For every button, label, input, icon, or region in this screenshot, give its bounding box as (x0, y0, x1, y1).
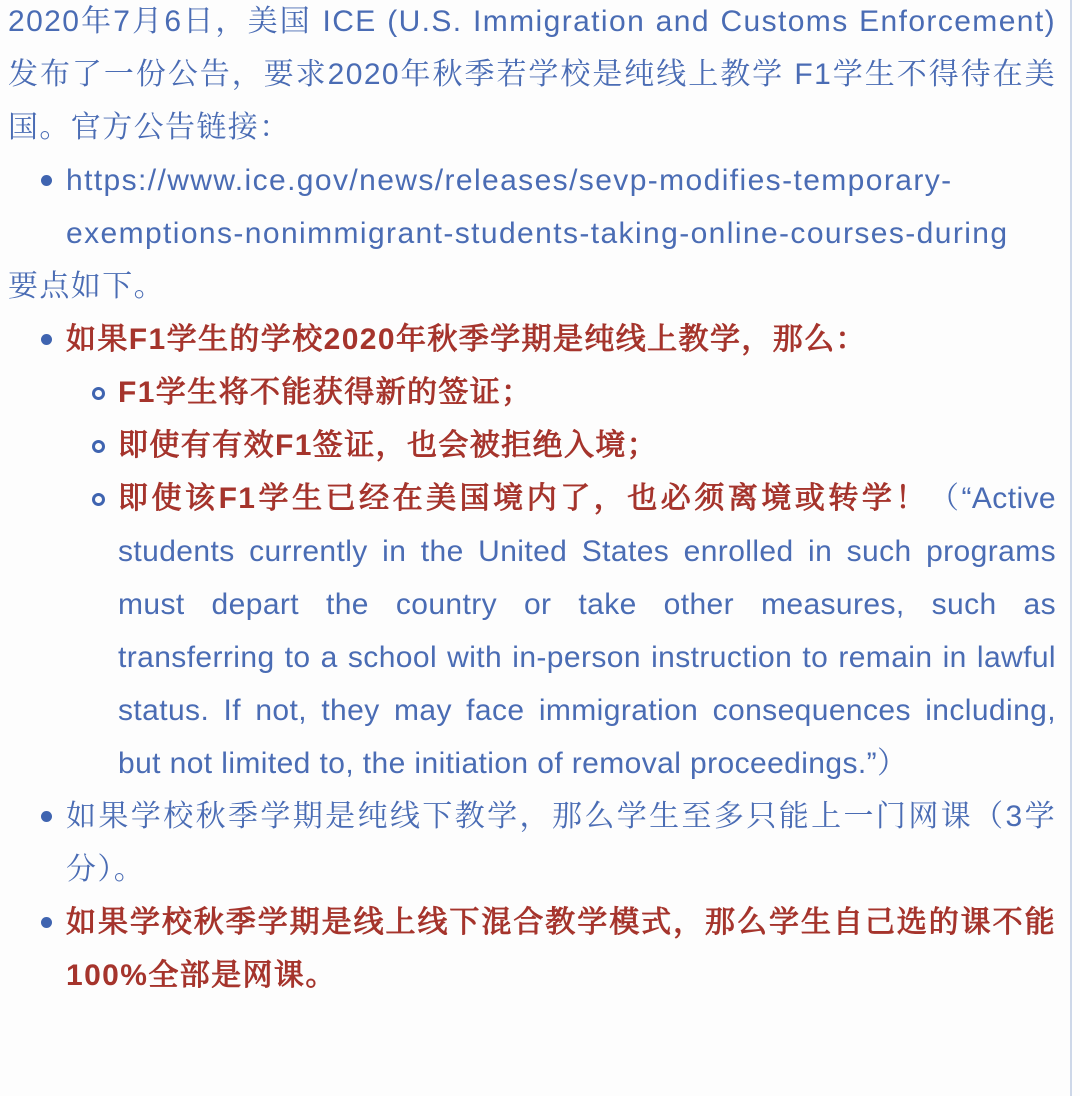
key-points-list (8, 313, 1056, 1002)
point-in-person (8, 790, 1056, 896)
link-list (8, 154, 1056, 260)
sub-point-must-depart-text: 即使该F1学生已经在美国境内了，也必须离境或转学！ (118, 482, 929, 515)
point-hybrid (8, 896, 1056, 1002)
sub-point-no-new-visa-text: F1学生将不能获得新的签证； (118, 376, 533, 409)
intro-paragraph: 2020年7月6日，美国 ICE (U.S. Immigration and Customs Enforcement) 发布了一份公告，要求2020年秋季若学校是纯线上教学 F1学生不得待在美国。官方公告链接： (8, 5, 1056, 144)
bullet-icon (41, 175, 52, 186)
sub-point-must-depart (66, 472, 1056, 790)
bullet-icon (41, 334, 52, 345)
circle-bullet-icon (92, 387, 105, 400)
point-in-person-text: 如果学校秋季学期是纯线下教学，那么学生至多只能上一门网课（3学分）。 (66, 800, 1056, 886)
point-hybrid-text: 如果学校秋季学期是线上线下混合教学模式，那么学生自己选的课不能100%全部是网课。 (66, 906, 1056, 992)
circle-bullet-icon (92, 440, 105, 453)
ice-quote-english: （“Active students currently in the United States enrolled in such programs must depart the country or take other measures, such as transferring to a school with in-person instruction to remain in lawful status. If not, they may face immigration consequences including, but not limited to, the initiation of removal proceedings.”） (118, 482, 1056, 780)
sub-point-entry-denied (66, 419, 1056, 472)
bullet-icon (41, 917, 52, 928)
announcement-link[interactable]: https://www.ice.gov/news/releases/sevp-modifies-temporary-exemptions-nonimmigrant-students-taking-online-courses-during (66, 164, 1009, 250)
point-online-only (8, 313, 1056, 790)
sub-point-entry-denied-text: 即使有有效F1签证，也会被拒绝入境； (118, 429, 659, 462)
page-edge-divider (1070, 0, 1072, 1096)
bullet-icon (41, 811, 52, 822)
online-only-sublist (66, 366, 1056, 790)
circle-bullet-icon (92, 493, 105, 506)
link-list-item (8, 154, 1056, 260)
sub-point-no-new-visa (66, 366, 1056, 419)
points-heading: 要点如下。 (8, 270, 165, 303)
point-online-only-text: 如果F1学生的学校2020年秋季学期是纯线上教学，那么： (66, 323, 867, 356)
